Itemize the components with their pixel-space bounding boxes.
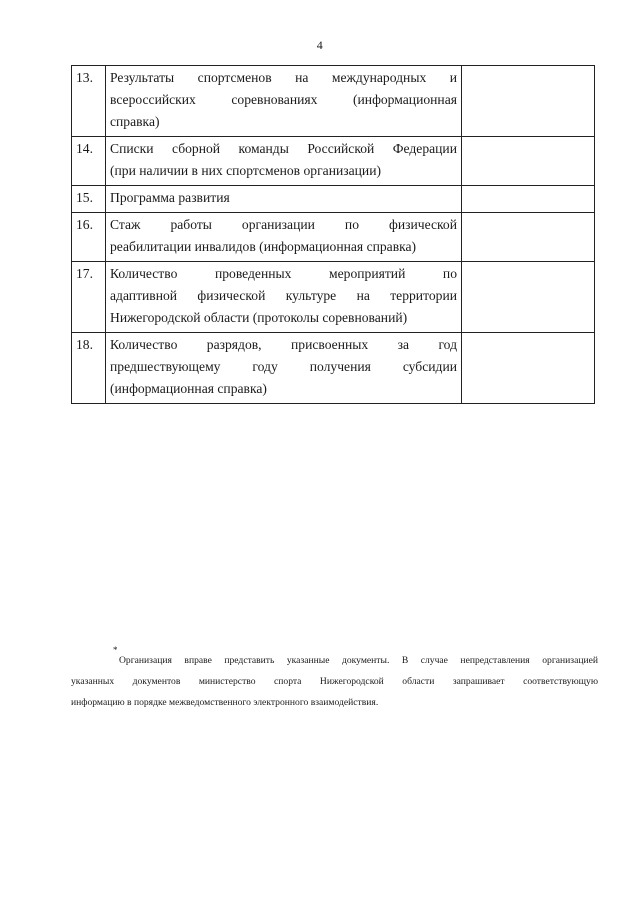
- table-row: [72, 186, 595, 213]
- table-row: [72, 262, 595, 333]
- row-description: [106, 186, 462, 213]
- row-description-line: адаптивной физической культуре на территории: [110, 288, 457, 303]
- row-blank-cell: [462, 333, 595, 404]
- table-row: [72, 213, 595, 262]
- row-description-line: предшествующему году получения субсидии: [110, 359, 457, 374]
- row-description-line: справка): [110, 114, 160, 129]
- row-number: 14.: [72, 137, 106, 186]
- row-description: [106, 213, 462, 262]
- row-blank-cell: [462, 262, 595, 333]
- row-description-line: (информационная справка): [110, 381, 267, 396]
- row-description-line: Количество разрядов, присвоенных за год: [110, 337, 457, 352]
- documents-table: [71, 65, 595, 404]
- row-description-line: Списки сборной команды Российской Федерации: [110, 141, 457, 156]
- row-number: 18.: [72, 333, 106, 404]
- row-description: [106, 137, 462, 186]
- footnote-line: Организация вправе представить указанные документы. В случае непредставления организацией: [119, 655, 598, 666]
- table-row: [72, 333, 595, 404]
- row-description-line: реабилитации инвалидов (информационная справка): [110, 239, 417, 254]
- row-blank-cell: [462, 137, 595, 186]
- row-blank-cell: [462, 66, 595, 137]
- row-description-line: Нижегородской области (протоколы соревнований): [110, 310, 408, 325]
- row-description: [106, 333, 462, 404]
- row-description-line: Количество проведенных мероприятий по: [110, 266, 457, 281]
- row-description-line: Результаты спортсменов на международных и: [110, 70, 457, 85]
- row-blank-cell: [462, 186, 595, 213]
- row-number: 13.: [72, 66, 106, 137]
- page-number: 4: [316, 38, 324, 52]
- row-description: [106, 262, 462, 333]
- row-number: 15.: [72, 186, 106, 213]
- row-blank-cell: [462, 213, 595, 262]
- row-description-line: Программа развития: [110, 190, 230, 205]
- row-number: 16.: [72, 213, 106, 262]
- row-description: [106, 66, 462, 137]
- row-description-line: Стаж работы организации по физической: [110, 217, 457, 232]
- footnote: [71, 650, 598, 713]
- row-description-line: всероссийских соревнованиях (информационная: [110, 92, 457, 107]
- footnote-mark: *: [113, 645, 118, 655]
- table-row: [72, 137, 595, 186]
- row-description-line: (при наличии в них спортсменов организации): [110, 163, 381, 178]
- footnote-line: информацию в порядке межведомственного электронного взаимодействия.: [71, 697, 379, 708]
- footnote-line: указанных документов министерство спорта Нижегородской области запрашивает соответствующую: [71, 676, 598, 687]
- table-row: [72, 66, 595, 137]
- row-number: 17.: [72, 262, 106, 333]
